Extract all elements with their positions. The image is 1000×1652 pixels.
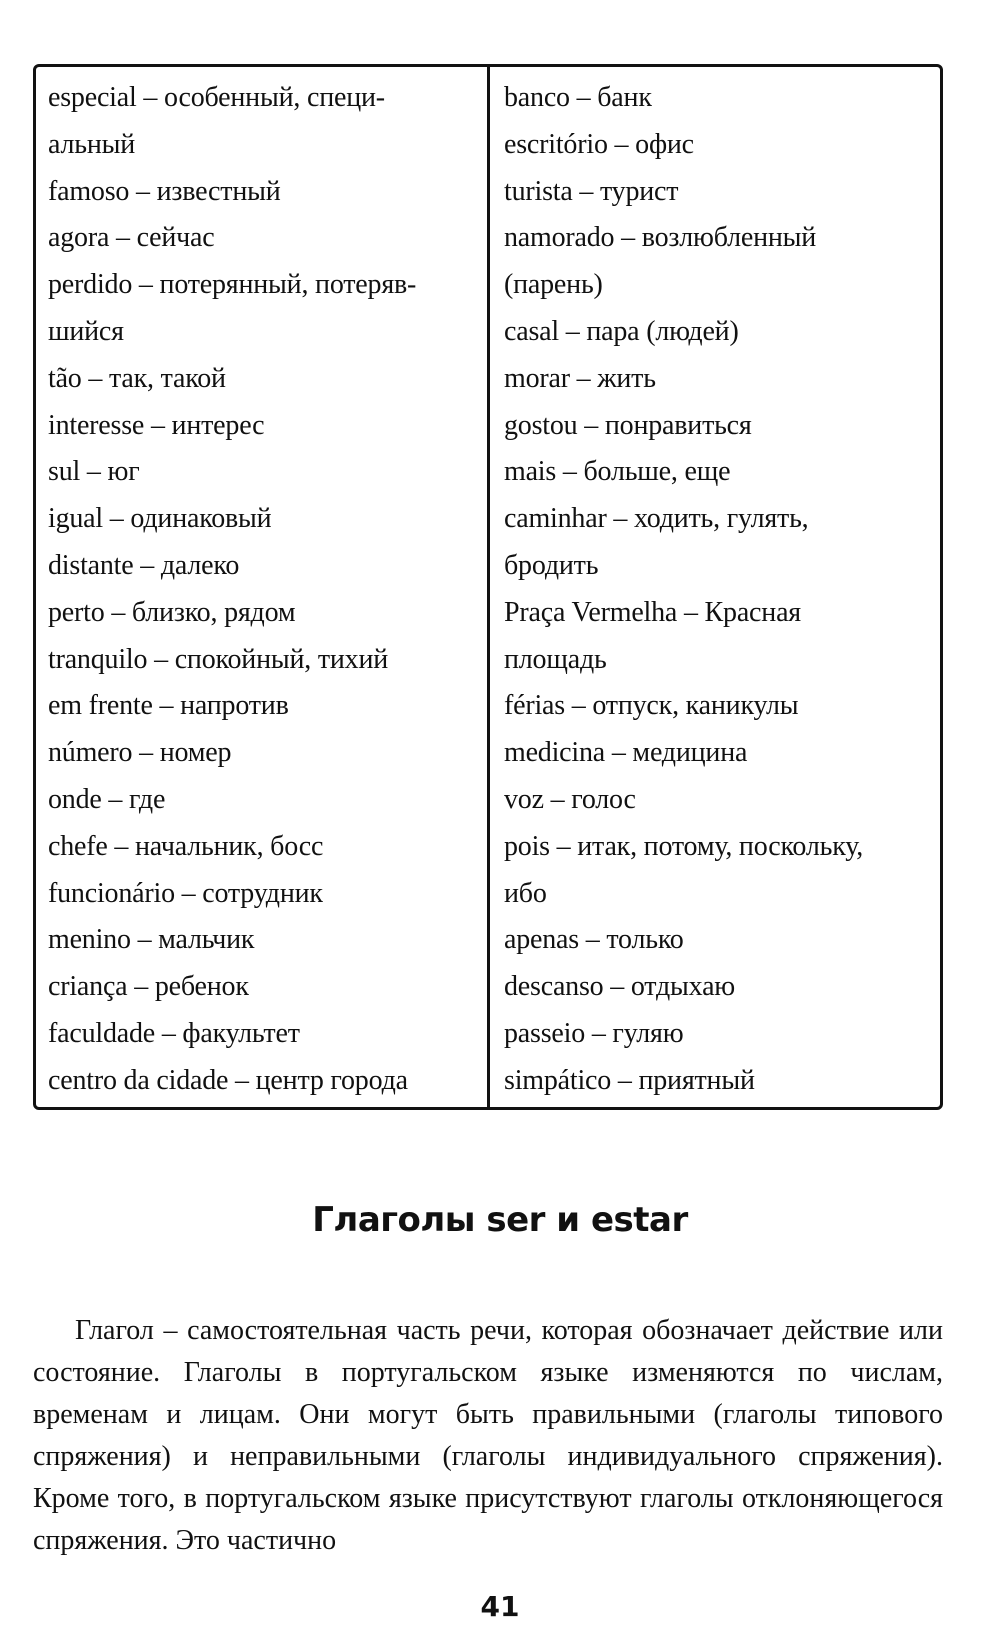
vocab-line: número – номер xyxy=(48,737,232,769)
page-number: 41 xyxy=(480,1590,520,1623)
vocab-line: funcionário – сотрудник xyxy=(48,877,323,909)
vocab-line: шийся xyxy=(48,315,124,347)
vocab-line: férias – отпуск, каникулы xyxy=(504,690,799,722)
vocab-line: apenas – только xyxy=(504,924,684,956)
vocab-line: площадь xyxy=(504,643,607,675)
vocab-line: onde – где xyxy=(48,783,166,815)
section-heading: Глаголы ser и estar xyxy=(312,1200,688,1240)
vocab-line: namorado – возлюбленный xyxy=(504,222,817,254)
column-divider xyxy=(487,67,490,1107)
vocab-line: casal – пара (людей) xyxy=(504,315,739,347)
vocab-line: chefe – начальник, босс xyxy=(48,830,324,862)
vocab-line: альный xyxy=(48,128,135,160)
vocab-line: perto – близко, рядом xyxy=(48,596,296,628)
vocab-line: passeio – гуляю xyxy=(504,1017,684,1049)
vocab-line: banco – банк xyxy=(504,82,652,113)
vocab-line: бродить xyxy=(504,549,599,581)
vocabulary-column-left xyxy=(48,75,478,1105)
vocab-line: agora – сейчас xyxy=(48,222,215,254)
vocab-line: ибо xyxy=(504,877,547,909)
vocab-line: tranquilo – спокойный, тихий xyxy=(48,643,389,675)
vocab-line: centro da cidade – центр города xyxy=(48,1064,408,1096)
vocab-line: especial – особенный, специ- xyxy=(48,82,385,113)
vocab-line: gostou – понравиться xyxy=(504,409,752,441)
vocab-line: voz – голос xyxy=(504,783,636,815)
vocab-line: igual – одинаковый xyxy=(48,503,272,535)
vocabulary-column-right xyxy=(504,75,934,1105)
body-paragraph: Глагол – самостоятельная часть речи, которая обозначает действие или состояние. Глаголы в португальском языке изменяются по числам, временам и лицам. Они могут быть правильными (глаголы типового спряжения) и неправильными (глаголы индивидуального спряжения). Кроме того, в португальском языке присутствуют глаголы отклоняющегося спряжения. Это частично xyxy=(33,1315,943,1556)
vocab-line: descanso – отдыхаю xyxy=(504,971,736,1003)
vocab-line: famoso – известный xyxy=(48,175,281,207)
vocabulary-table xyxy=(33,64,943,1110)
vocab-line: pois – итак, потому, поскольку, xyxy=(504,830,864,862)
vocab-line: (парень) xyxy=(504,269,603,301)
vocab-line: faculdade – факультет xyxy=(48,1017,300,1049)
vocab-line: distante – далеко xyxy=(48,549,240,581)
vocab-line: mais – больше, еще xyxy=(504,456,731,488)
vocab-line: escritório – офис xyxy=(504,128,694,160)
vocab-line: em frente – напротив xyxy=(48,690,289,722)
vocab-line: caminhar – ходить, гулять, xyxy=(504,503,809,535)
vocab-line: morar – жить xyxy=(504,362,656,394)
vocab-line: menino – мальчик xyxy=(48,924,255,956)
vocab-line: sul – юг xyxy=(48,456,140,488)
vocab-line: Praça Vermelha – Красная xyxy=(504,596,801,628)
vocab-line: perdido – потерянный, потеряв- xyxy=(48,269,417,301)
vocab-line: medicina – медицина xyxy=(504,737,748,769)
vocab-line: tão – так, такой xyxy=(48,362,226,394)
vocab-line: simpático – приятный xyxy=(504,1064,755,1096)
vocab-line: turista – турист xyxy=(504,175,679,207)
vocab-line: criança – ребенок xyxy=(48,971,249,1003)
vocab-line: interesse – интерес xyxy=(48,409,265,441)
